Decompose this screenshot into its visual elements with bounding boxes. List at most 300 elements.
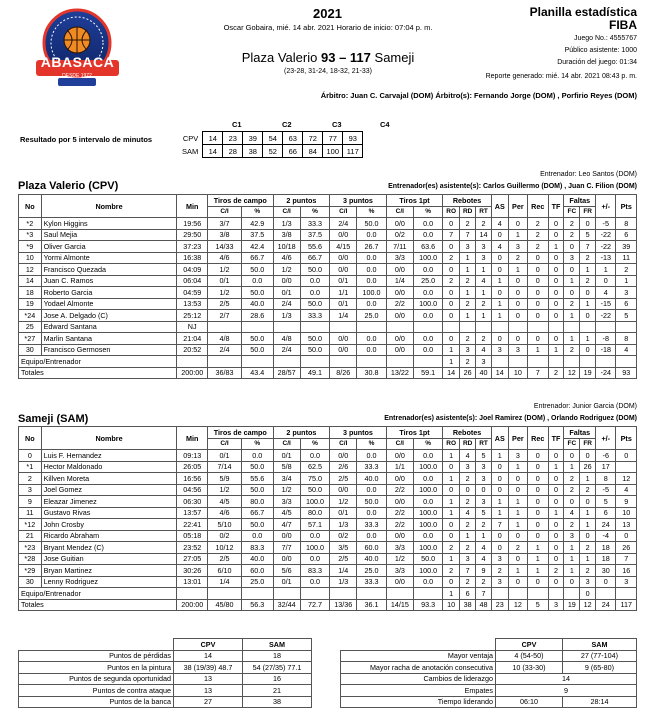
stat-cell: 42.9 [241,218,273,230]
subcol: RO [443,206,460,218]
stat-cell: 7 [443,229,460,241]
stat-cell: -22 [596,241,616,253]
stat-cell: *12 [19,519,42,531]
total-cell: 200:00 [177,599,208,611]
stat-cell: 0 [548,542,564,554]
total-cell: 43.4 [241,367,273,379]
summary-value: 14 [496,673,637,685]
stat-cell: 50.0 [357,218,386,230]
total-cell: 7 [527,367,548,379]
player-name: Gustavo Rivas [41,507,177,519]
stat-cell: 0 [527,496,548,508]
stat-cell: 50.0 [241,264,273,276]
summary-value: 38 (19/39) 48.7 [174,662,243,674]
stat-cell: 2 [564,344,580,356]
stat-cell: 1 [443,344,460,356]
stat-cell: 5 [476,450,491,462]
subcol: C/I [330,206,357,218]
stat-cell: 1/3 [330,576,357,588]
total-cell: 72.7 [300,599,329,611]
stat-cell: 0 [443,519,460,531]
total-cell: 200:00 [177,367,208,379]
stat-cell: 80.0 [241,496,273,508]
stat-cell: 75.0 [300,473,329,485]
quarter-value: 77 [323,132,343,145]
stat-cell: 0.0 [413,496,442,508]
stat-cell: 2 [443,542,460,554]
total-cell: 59.1 [413,367,442,379]
total-cell: 30.8 [357,367,386,379]
stat-cell: -5 [596,484,616,496]
player-row [19,507,637,519]
stat-cell: 3 [460,553,476,565]
stat-cell: 2 [564,519,580,531]
stat-cell: 0/0 [386,333,413,345]
stat-cell: 4 [616,484,637,496]
summary-value: 06:10 [496,696,563,708]
stat-cell [580,321,596,333]
stat-cell [491,321,508,333]
stat-cell: 0.0 [300,450,329,462]
stat-cell: 0 [491,229,508,241]
stat-cell: 1 [476,530,491,542]
stat-cell: 2 [460,275,476,287]
stat-cell: 2/5 [207,553,241,565]
summary-value: 14 [174,650,243,662]
player-name: Joel Gomez [41,484,177,496]
quarter-value: 23 [223,132,243,145]
stat-cell: 0.0 [413,287,442,299]
stat-cell: 2 [564,298,580,310]
subcol: % [300,438,329,450]
stat-cell: 40.0 [241,553,273,565]
player-name: Luis F. Hernandez [41,450,177,462]
stat-cell: 0 [527,252,548,264]
quarter-team: SAM [182,146,199,156]
player-name: Ricardo Abraham [41,530,177,542]
total-cell: 38 [460,599,476,611]
summary-label: Cambios de liderazgo [341,673,496,685]
game-info-line: Oscar Gobaira, mié. 14 abr. 2021 Horario de inicio: 07:04 p. m. [223,23,433,32]
totals-label: Totales [19,367,177,379]
stat-cell: 1 [527,565,548,577]
stat-cell [548,588,564,600]
total-cell: 56.3 [241,599,273,611]
stat-cell: 5 [476,507,491,519]
equipo-label: Equipo/Entrenador [19,356,177,368]
stat-cell: 7/14 [207,461,241,473]
stat-cell: 1 [508,264,527,276]
stat-cell: 24 [596,519,616,531]
stat-cell [616,461,637,473]
stat-cell: 0 [580,287,596,299]
stat-cell: 50.0 [241,287,273,299]
stat-cell: 0 [564,450,580,462]
stat-cell: 0 [548,473,564,485]
subcol: C/I [207,206,241,218]
col-name: Nombre [41,427,177,450]
stat-cell: 8 [616,333,637,345]
stat-cell: 4 [460,507,476,519]
stat-cell: 4/7 [273,519,300,531]
total-cell: 28/57 [273,367,300,379]
player-row [19,218,637,230]
player-row [19,241,637,253]
stat-cell: 2 [460,519,476,531]
col-per: Per [508,427,527,450]
stat-cell [330,356,357,368]
total-cell: 12 [508,599,527,611]
stat-cell: 2 [460,333,476,345]
player-row [19,264,637,276]
stat-cell: 0.0 [357,484,386,496]
stat-cell: 83.3 [300,565,329,577]
stat-cell: -18 [596,344,616,356]
stat-cell [273,588,300,600]
stat-cell: 0/0 [386,496,413,508]
summary-row [19,673,312,685]
stat-cell: 13:01 [177,576,208,588]
stat-cell: 1 [580,264,596,276]
subcol: % [241,206,273,218]
stat-cell: 2 [580,565,596,577]
col-pts: Pts [616,195,637,218]
stat-cell: 0 [443,218,460,230]
stat-cell: 1 [580,298,596,310]
stat-cell: 3 [476,241,491,253]
summary-row [341,662,637,674]
stat-cell: 10/18 [273,241,300,253]
player-row [19,461,637,473]
stat-cell: 1 [491,507,508,519]
summary-left-table [18,638,312,708]
subcol: FC [564,206,580,218]
player-name: Oliver Garcia [41,241,177,253]
stat-cell: 25.0 [357,310,386,322]
stat-cell: 0/1 [207,275,241,287]
stat-cell: 2 [508,252,527,264]
stat-cell: 1/2 [207,484,241,496]
summary-value: 9 [496,685,637,697]
col-pts: Pts [616,427,637,450]
stat-cell: 100.0 [413,507,442,519]
stat-cell [177,588,208,600]
stat-cell: 4/6 [207,252,241,264]
stat-cell: 1 [548,241,564,253]
stat-cell: 2 [460,496,476,508]
stat-cell: 9 [19,496,42,508]
stat-cell: 0/0 [273,530,300,542]
stat-cell: 0 [491,473,508,485]
stat-cell: 6 [460,588,476,600]
stat-cell: 37.5 [241,229,273,241]
stat-cell: 1/3 [273,310,300,322]
stat-cell: 0 [508,333,527,345]
summary-row [341,673,637,685]
stat-cell: 1 [527,553,548,565]
total-cell: 14 [491,367,508,379]
col-per: Per [508,195,527,218]
stat-cell [596,588,616,600]
player-row [19,450,637,462]
stat-cell: 04:59 [177,287,208,299]
stat-cell: 1 [548,344,564,356]
stat-cell: 55.6 [241,473,273,485]
stat-cell: 2/4 [273,344,300,356]
stat-cell: 0 [508,298,527,310]
stat-cell: 4/6 [207,507,241,519]
stat-cell: 0.0 [413,218,442,230]
total-cell: 10 [508,367,527,379]
stat-cell: 0 [548,264,564,276]
quarter-head-4: C4 [380,120,390,129]
stat-cell: 4 [476,553,491,565]
stat-cell: 0 [548,298,564,310]
player-row [19,530,637,542]
stat-cell: 5/8 [273,461,300,473]
col-fouls: Faltas [564,427,596,439]
stat-cell: 25.0 [241,576,273,588]
subcol: % [357,206,386,218]
subcol: C/I [330,438,357,450]
stat-cell: 0 [548,450,564,462]
stat-cell: 7 [460,565,476,577]
total-cell: 12 [580,599,596,611]
stat-cell: 3 [508,241,527,253]
stat-cell: 1 [527,344,548,356]
logo-text: ABASACA [40,54,115,70]
stat-cell: 16:56 [177,473,208,485]
stat-cell: 0 [491,252,508,264]
stat-cell: 2/2 [386,507,413,519]
stat-cell: 2/4 [207,344,241,356]
col-tf: TF [548,427,564,450]
stat-cell: 0.0 [357,252,386,264]
stat-cell: 1 [491,275,508,287]
stat-cell [476,321,491,333]
stat-cell: 12 [19,264,42,276]
total-cell: 23 [491,599,508,611]
stat-cell: 0.0 [413,473,442,485]
stat-cell: 21:04 [177,333,208,345]
home-team-name: Plaza Valerio [241,50,318,65]
stat-cell: 3/7 [207,218,241,230]
stat-cell: 2 [580,252,596,264]
stat-cell: 17 [596,461,616,473]
stat-cell: 3/3 [273,496,300,508]
stat-cell: 39 [616,241,637,253]
stat-cell: 1 [564,310,580,322]
stat-cell: 1 [476,264,491,276]
col-plusminus: +/- [596,195,616,218]
stat-cell: 0 [527,275,548,287]
stat-cell: 0 [564,576,580,588]
stat-cell: 0.0 [413,310,442,322]
total-cell: 26 [460,367,476,379]
stat-cell: 19:56 [177,218,208,230]
stat-cell: 13:53 [177,298,208,310]
summary-label: Puntos de segunda oportunidad [19,673,174,685]
summary-row [19,662,312,674]
stat-cell: 11 [616,252,637,264]
stat-cell: 0 [491,530,508,542]
stat-cell: 2 [460,473,476,485]
stat-cell: 22:41 [177,519,208,531]
stat-cell: 2/2 [386,484,413,496]
stat-cell: 0.0 [357,229,386,241]
stat-cell: 4/6 [273,252,300,264]
stat-cell: 0 [548,275,564,287]
stat-cell: 4 [616,344,637,356]
stat-cell [386,321,413,333]
summary-label: Tiempo liderando [341,696,496,708]
stat-cell: 6/10 [207,565,241,577]
quarters-table [180,131,363,158]
stat-cell: 14 [19,275,42,287]
stat-cell [300,588,329,600]
stat-cell: 1 [580,553,596,565]
stat-cell: 60.0 [241,565,273,577]
stat-cell: 0/0 [386,264,413,276]
stat-cell: 0.0 [300,553,329,565]
stat-cell: 0 [508,576,527,588]
stat-cell: 55.6 [300,241,329,253]
stat-cell: 1/2 [386,553,413,565]
stat-cell: 0 [548,576,564,588]
player-name: Marlin Santana [41,333,177,345]
stat-cell: 04:09 [177,264,208,276]
col-3pt: 3 puntos [330,195,387,207]
stat-cell: 1 [443,588,460,600]
stat-cell: 10 [19,252,42,264]
player-name: Killven Moreta [41,473,177,485]
subcol: C/I [273,438,300,450]
stat-cell: 0 [527,530,548,542]
stat-cell: 1 [491,450,508,462]
stat-cell [300,321,329,333]
stat-cell: -13 [596,252,616,264]
subcol: RT [476,438,491,450]
stat-cell: 1 [580,473,596,485]
stat-cell: 0/0 [386,530,413,542]
stat-cell: 100.0 [413,461,442,473]
col-tf: TF [548,195,564,218]
stat-cell: 1/4 [330,310,357,322]
stat-cell: 23:52 [177,542,208,554]
stat-cell: 3 [491,344,508,356]
player-name: Yormi Almonte [41,252,177,264]
stat-cell: 0 [443,576,460,588]
totals-label: Totales [19,599,177,611]
total-cell: 49.1 [300,367,329,379]
stat-cell [580,356,596,368]
stat-cell: 50.0 [300,298,329,310]
summary-value: 21 [243,685,312,697]
stat-cell: 2/7 [207,310,241,322]
stat-cell: 2 [476,576,491,588]
stat-cell: 29:50 [177,229,208,241]
totals-row [19,599,637,611]
stat-cell: 2 [580,275,596,287]
stat-cell: -5 [596,218,616,230]
stat-cell: 0 [443,298,460,310]
away-score: 117 [349,50,371,65]
quarter-row [180,132,363,145]
stat-cell [273,356,300,368]
logo-subtext: DESDE 1972 [62,73,92,79]
stat-cell: 3 [564,252,580,264]
total-cell: 12 [564,367,580,379]
summary-label: Puntos de pérdidas [19,650,174,662]
col-fouls: Faltas [564,195,596,207]
player-name: Edward Santana [41,321,177,333]
stat-cell: 3 [476,496,491,508]
stat-cell: 0 [491,264,508,276]
col-3pt: 3 puntos [330,427,387,439]
score-line [180,50,476,65]
stat-cell: 2 [443,565,460,577]
total-cell: 45/80 [207,599,241,611]
report-generated: Reporte generado: mié. 14 abr. 2021 08:43 p. m. [485,73,637,80]
stat-cell: 26.7 [357,241,386,253]
stat-cell [241,321,273,333]
stat-cell: 2 [527,241,548,253]
stat-cell: 33.3 [357,576,386,588]
stat-cell: 14 [476,229,491,241]
stat-cell: 2 [616,264,637,276]
totals-row [19,367,637,379]
game-number: Juego No.: 4555767 [573,35,637,42]
summary-value: 54 (27/35) 77.1 [243,662,312,674]
stat-cell: 30 [19,344,42,356]
game-duration: Duración del juego: 01:34 [557,59,637,66]
stat-cell: 0 [548,287,564,299]
stat-cell: 0/0 [330,333,357,345]
stat-cell: 13 [616,519,637,531]
stat-cell: 0.0 [357,450,386,462]
stat-cell: 1/2 [207,264,241,276]
stat-cell [386,356,413,368]
stat-cell: 3 [491,553,508,565]
stat-cell: 0 [580,450,596,462]
stat-cell: 50.0 [241,333,273,345]
stat-cell: 05:18 [177,530,208,542]
total-cell: 13/36 [330,599,357,611]
stat-cell: 5 [616,310,637,322]
stat-cell: 0.0 [413,264,442,276]
stat-cell [564,321,580,333]
stat-cell: 37:23 [177,241,208,253]
stat-cell: 0 [564,496,580,508]
stat-cell: 0/1 [273,576,300,588]
col-2pt: 2 puntos [273,195,330,207]
stat-cell: 80.0 [300,507,329,519]
stat-cell: 66.7 [241,507,273,519]
stat-cell: 1 [564,461,580,473]
total-cell: 93.3 [413,599,442,611]
stat-cell: 0.0 [413,530,442,542]
stat-cell: 5/10 [207,519,241,531]
player-row [19,496,637,508]
stat-cell: 4 [476,542,491,554]
stat-cell: 1 [508,496,527,508]
col-reb: Rebotes [443,195,491,207]
summary-head [341,639,496,651]
stat-cell: 16 [616,565,637,577]
stat-cell: 4/8 [273,333,300,345]
player-name: Francisco Quezada [41,264,177,276]
stat-cell: 2 [476,218,491,230]
